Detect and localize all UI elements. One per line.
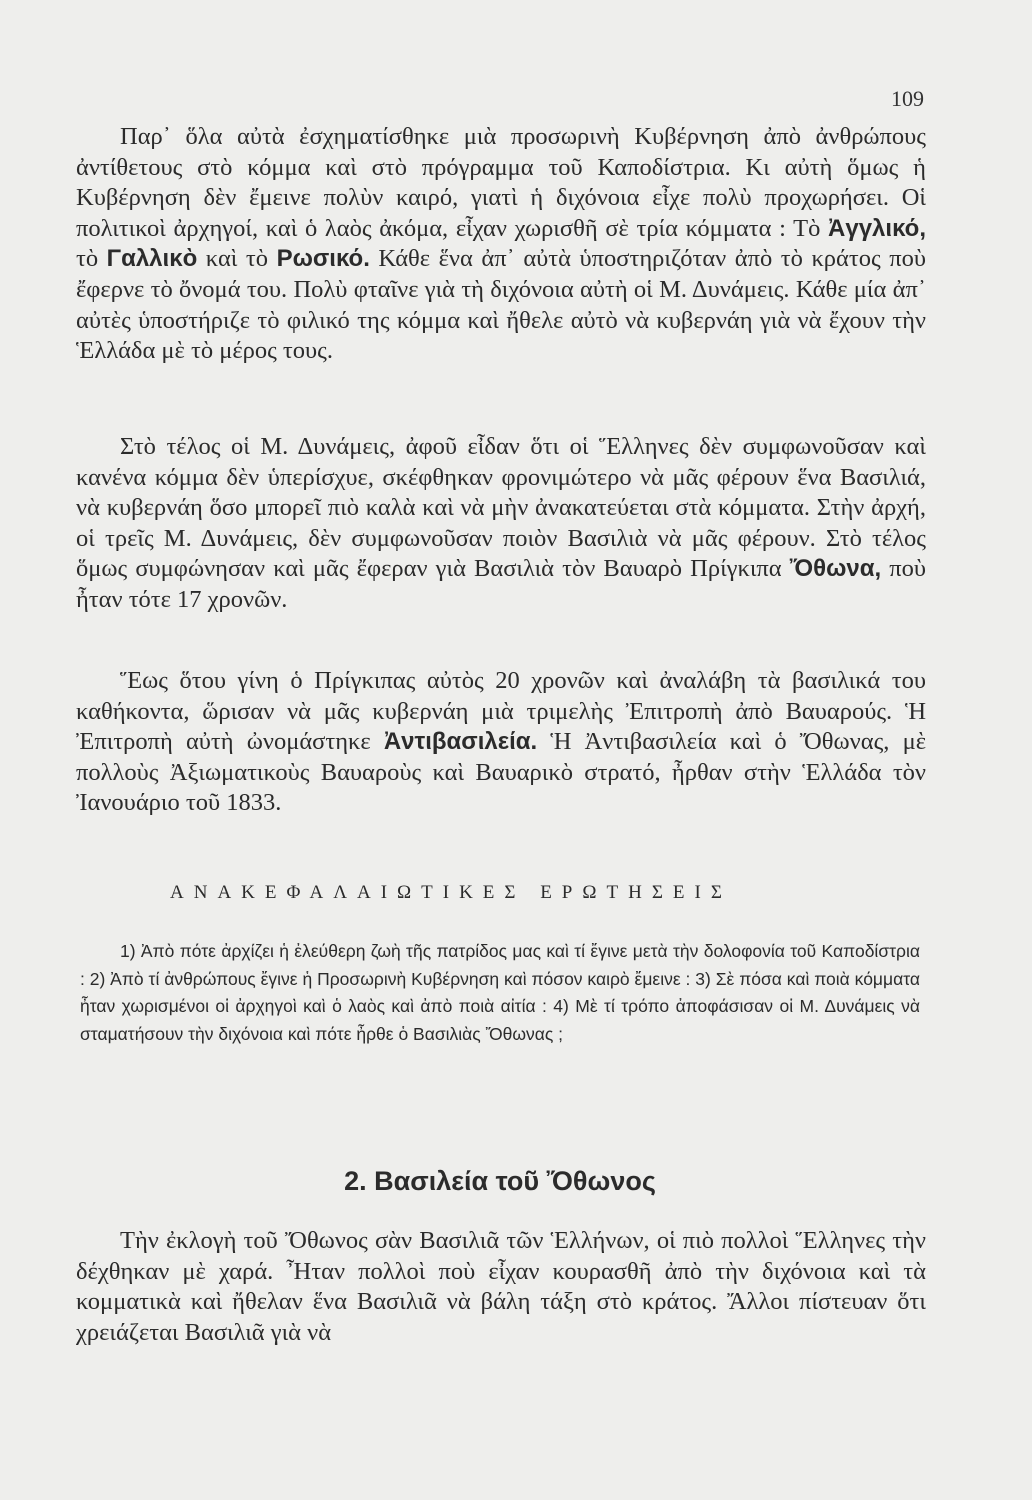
- bold-term: Ὄθωνα,: [789, 555, 882, 583]
- review-questions: 1) Ἀπὸ πότε ἀρχίζει ἡ ἐλεύθερη ζωὴ τῆς πατρίδος μας καὶ τί ἔγινε μετὰ τὴν δολοφονία τοῦ Καποδίστρια : 2) Ἀπὸ τί ἀνθρώπους ἔγινε ἡ Προσωρινὴ Κυβέρνηση καὶ πόσον καιρὸ ἔμεινε : 3) Σὲ πόσα καὶ ποιὰ κόμματα ἦταν χωρισμένοι οἱ ἀρχηγοὶ καὶ ὁ λαὸς καὶ ἀπὸ ποιὰ αἰτία : 4) Μὲ τί τρόπο ἀποφάσισαν οἱ Μ. Δυνάμεις νὰ σταματήσουν τὴν διχόνοια καὶ πότε ἦρθε ὁ Βασιλιὰς Ὄθωνας ;: [80, 941, 920, 1044]
- text-run: Τὴν ἐκλογὴ τοῦ Ὄθωνος σὰν Βασιλιᾶ τῶν Ἑλλήνων, οἱ πιὸ πολλοὶ Ἕλληνες τὴν δέχθηκαν μὲ χαρά. Ἦταν πολλοὶ ποὺ εἶχαν κουρασθῆ ἀπὸ τὴν διχόνοια καὶ τὰ κομματικὰ καὶ ἤθελαν ἕνα Βασιλιᾶ νὰ βάλη τάξη στὸ κράτος. Ἄλλοι πίστευαν ὅτι χρειάζεται Βασιλιᾶ γιὰ νὰ: [76, 1227, 926, 1346]
- review-questions-heading: ΑΝΑΚΕΦΑΛΑΙΩΤΙΚΕΣ ΕΡΩΤΗΣΕΙΣ: [170, 882, 732, 903]
- paragraph-great-powers: [76, 432, 926, 616]
- text-run: Παρ᾿ ὅλα αὐτὰ ἐσχηματίσθηκε μιὰ προσωρινὴ Κυβέρνηση ἀπὸ ἀνθρώπους ἀντίθετους στὸ κόμμα καὶ στὸ πρόγραμμα τοῦ Καποδίστρια. Κι αὐτὴ ὅμως ἡ Κυβέρνηση δὲν ἔμεινε πολὺν καιρό, γιατὶ ἡ διχόνοια εἶχε πολὺ προχωρήσει. Οἱ πολιτικοὶ ἀρχηγοί, καὶ ὁ λαὸς ἀκόμα, εἶχαν χωρισθῆ σὲ τρία κόμματα : Τὸ: [76, 123, 926, 242]
- paragraph-text: [76, 432, 926, 616]
- text-run: Στὸ τέλος οἱ Μ. Δυνάμεις, ἀφοῦ εἶδαν ὅτι οἱ Ἕλληνες δὲν συμφωνοῦσαν καὶ κανένα κόμμα δὲν ὑπερίσχυε, σκέφθηκαν φρονιμώτερο νὰ μᾶς φέρουν ἕνα Βασιλιά, νὰ κυβερνάη ὅσο μπορεῖ πιὸ καλὰ καὶ νὰ μὴν ἀνακατεύεται στὰ κόμματα. Στὴν ἀρχή, οἱ τρεῖς Μ. Δυνάμεις, δὲν συμφωνοῦσαν ποιὸν Βασιλιὰ νὰ μᾶς φέρουν. Στὸ τέλος ὅμως συμφώνησαν καὶ μᾶς ἔφεραν γιὰ Βασιλιὰ τὸν Βαυαρὸ Πρίγκιπα: [76, 433, 926, 583]
- page-number: 109: [891, 86, 924, 111]
- paragraph-otto-election: [76, 1226, 926, 1348]
- paragraph-regency: [76, 666, 926, 819]
- paragraph-text: [76, 122, 926, 367]
- text-run: Κάθε ἕνα ἀπ᾿ αὐτὰ ὑποστηριζόταν ἀπὸ τὸ κράτος ποὺ ἔφερνε τὸ ὄνομά του. Πολὺ φταῖνε γιὰ τὴ διχόνοια αὐτὴ οἱ Μ. Δυνάμεις. Κάθε μία ἀπ᾿ αὐτὲς ὑποστήριζε τὸ φιλικό της κόμμα καὶ ἤθελε αὐτὸ νὰ κυβερνάη γιὰ νὰ ἔχουν τὴν Ἑλλάδα μὲ τὸ μέρος τους.: [76, 245, 926, 365]
- paragraph-text: [76, 1226, 926, 1348]
- bold-term: Ἀγγλικό,: [828, 214, 926, 242]
- bold-term: Ρωσικό.: [276, 245, 370, 273]
- text-run: Ἡ Ἀντιβασιλεία καὶ ὁ Ὄθωνας, μὲ πολλοὺς Ἀξιωματικοὺς Βαυαροὺς καὶ Βαυαρικὸ στρατό, ἦρθαν στὴν Ἑλλάδα τὸν Ἰανουάριο τοῦ 1833.: [76, 728, 927, 817]
- paragraph-provisional-government: [76, 122, 926, 367]
- bold-term: Γαλλικὸ: [106, 245, 198, 273]
- paragraph-text: [76, 666, 926, 819]
- section-title: 2. Βασιλεία τοῦ Ὄθωνος: [344, 1166, 656, 1196]
- text-run: τὸ: [76, 245, 107, 273]
- text-run: ποὺ ἦταν τότε 17 χρονῶν.: [76, 555, 927, 613]
- text-run: Ἕως ὅτου γίνη ὁ Πρίγκιπας αὐτὸς 20 χρονῶν καὶ ἀναλάβη τὰ βασιλικά του καθήκοντα, ὥρισαν νὰ μᾶς κυβερνάη μιὰ τριμελὴς Ἐπιτροπὴ ἀπὸ Βαυαρούς. Ἡ Ἐπιτροπὴ αὐτὴ ὠνομάστηκε: [76, 667, 926, 756]
- bold-term: Ἀντιβασιλεία.: [383, 728, 538, 756]
- text-run: καὶ τὸ: [197, 245, 277, 273]
